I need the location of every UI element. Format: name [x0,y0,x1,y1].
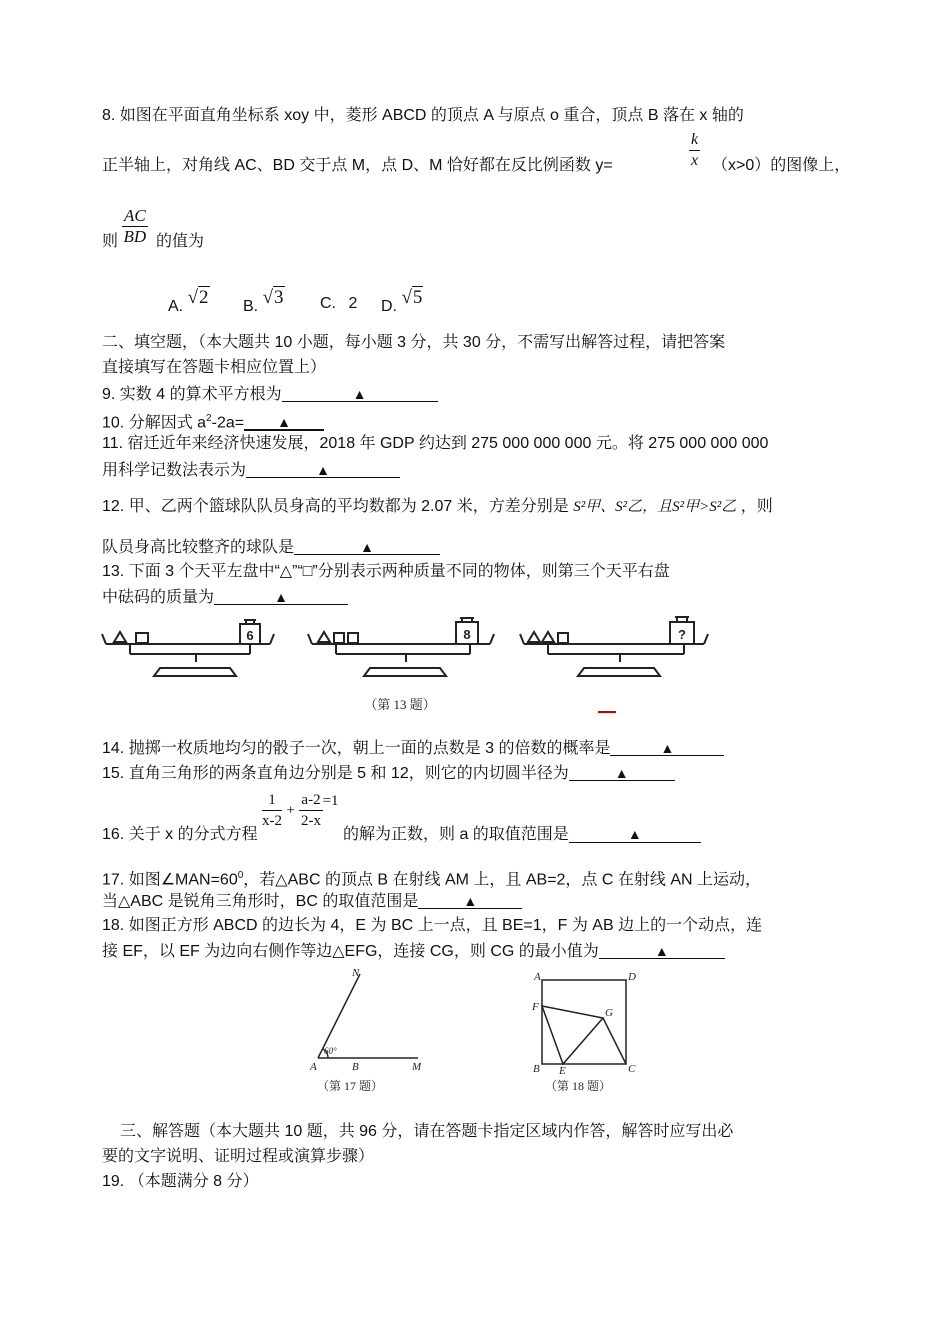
fig18-caption: （第 18 题） [544,1079,612,1093]
q16-f1-num: 1 [262,790,282,811]
weight-label-3: ? [678,627,686,642]
balance-3 [520,617,708,676]
label-a: A [310,1061,317,1073]
triangle-weight [542,632,554,642]
segment-cg [603,1018,626,1064]
q8-ratio [122,206,148,247]
q16-f1-den: x-2 [262,813,283,829]
q18-answer-blank[interactable]: ▲ [599,940,725,959]
section2-line2: 直接填写在答题卡相应位置上） [102,359,327,376]
q16: 16. 关于 x 的分式方程 $\frac{1}{x-2}$ + $\frac{a-2}{2-x}$ =1 的解为正数，则 a 的取值范围是 ▲ [102,790,701,831]
q13-line1: 13. 下面 3 个天平左盘中“△”“□”分别表示两种质量不同的物体，则第三个天平右盘 [102,563,670,580]
q10: 10. 分解因式 $a^2-2a=$ ▲ [102,408,324,434]
fig17-caption: （第 17 题） [316,1079,384,1093]
label-g: G [605,1007,613,1019]
section3-line2: 要的文字说明、证明过程或演算步骤） [102,1148,375,1165]
q13-answer-blank[interactable]: ▲ [214,586,348,605]
section2-line1: 二、填空题，（本大题共 10 小题，每小题 3 分，共 30 分，不需写出解答过程，请把答案 [102,334,726,351]
weight-label-1: 6 [246,628,254,643]
q16-f2-den: 2-x [301,813,321,829]
q9: 9. 实数 4 的算术平方根为 ▲ [102,383,438,406]
q11-answer-blank[interactable]: ▲ [246,459,400,478]
q14-answer-blank[interactable]: ▲ [610,737,724,756]
q8-line2b: （x>0）的图像上， [712,157,851,174]
square-abcd [542,980,626,1064]
q8-line3b: 的值为 [156,233,205,250]
triangle-efg [542,1006,603,1064]
q8-k-over-x [689,130,700,171]
q8-frac-den: x [691,152,699,169]
q8-line2a: 正半轴上，对角线 AC、BD 交于点 M，点 D、M 恰好都在反比例函数 y= [102,157,613,174]
q8-option-c: C. 2 [320,295,358,312]
label-f: F [532,1001,539,1013]
fig18-square-diagram [528,966,648,1096]
label-d: D [628,971,636,983]
label-e: E [559,1065,566,1077]
triangle-weight [528,632,540,642]
square-weight [558,633,568,643]
square-weight [348,633,358,643]
q12-line2: 队员身高比较整齐的球队是 ▲ [102,536,440,559]
q16-answer-blank[interactable]: ▲ [569,824,701,843]
weight-label-2: 8 [463,627,471,642]
square-weight [136,633,148,643]
fig17-angle-diagram [300,966,440,1096]
q11-line1: 11. 宿迁近年来经济快速发展，2018 年 GDP 约达到 275 000 000 000 元。将 275 000 000 000 [102,435,769,452]
q8-ratio-den: BD [123,227,147,246]
q8-line3a: 则 [102,233,119,250]
label-60: 60° [324,1046,337,1056]
q8-frac-num: k [689,130,700,151]
q15: 15. 直角三角形的两条直角边分别是 5 和 12，则它的内切圆半径为 ▲ [102,762,675,785]
triangle-weight [114,632,126,642]
q13-caption: （第 13 题） [364,697,436,712]
section3-line1: 三、解答题（本大题共 10 题，共 96 分，请在答题卡指定区域内作答，解答时应写出必 [120,1123,734,1140]
label-m: M [412,1061,422,1073]
q18-line2: 接 EF，以 EF 为边向右侧作等边△EFG，连接 CG，则 CG 的最小值为 ▲ [102,940,725,963]
q8-option-d: D. √5 [381,287,423,315]
q8-line1: 8. 如图在平面直角坐标系 xoy 中，菱形 ABCD 的顶点 A 与原点 o 重合，顶点 B 落在 x 轴的 [102,107,744,124]
q8-option-a: A. √2 [168,287,209,315]
q9-answer-blank[interactable]: ▲ [282,383,438,402]
label-n: N [352,967,360,979]
q12-answer-blank[interactable]: ▲ [294,536,440,555]
label-b: B [533,1063,540,1075]
q12-line1: 12. 甲、乙两个篮球队队员身高的平均数都为 2.07 米，方差分别是 S²甲、S²乙，且S²甲>S²乙 ，则 [102,498,773,515]
q8-option-b: B. √3 [243,287,284,315]
q18-line1: 18. 如图正方形 ABCD 的边长为 4，E 为 BC 上一点，且 BE=1，F 为 AB 边上的一个动点，连 [102,917,763,934]
q16-f2-num: a-2 [299,790,322,811]
q13-line2: 中砝码的质量为 ▲ [102,586,348,609]
q11-line2: 用科学记数法表示为 ▲ [102,459,400,482]
q14: 14. 抛掷一枚质地均匀的骰子一次，朝上一面的点数是 3 的倍数的概率是 ▲ [102,737,724,760]
q17-answer-blank[interactable]: ▲ [418,890,522,909]
triangle-weight [318,632,330,642]
q15-answer-blank[interactable]: ▲ [569,762,675,781]
q19-heading: 19. （本题满分 8 分） [102,1173,259,1190]
q13-balance-figure [100,612,720,722]
label-c: C [628,1063,636,1075]
q10-answer-blank[interactable]: ▲ [244,411,324,431]
square-weight [334,633,344,643]
q8-ratio-num: AC [124,206,146,225]
q17-line1: 17. 如图$\angle MAN=60^0$，若△ABC 的顶点 B 在射线 AM 上，且 AB=2，点 C 在射线 AN 上运动， [102,870,761,889]
label-b: B [352,1061,359,1073]
q12-variance-expr: S²甲、S²乙，且S²甲>S²乙 [573,499,737,515]
q17-line2: 当△ABC 是锐角三角形时，BC 的取值范围是 ▲ [102,890,522,913]
label-a: A [534,971,541,983]
